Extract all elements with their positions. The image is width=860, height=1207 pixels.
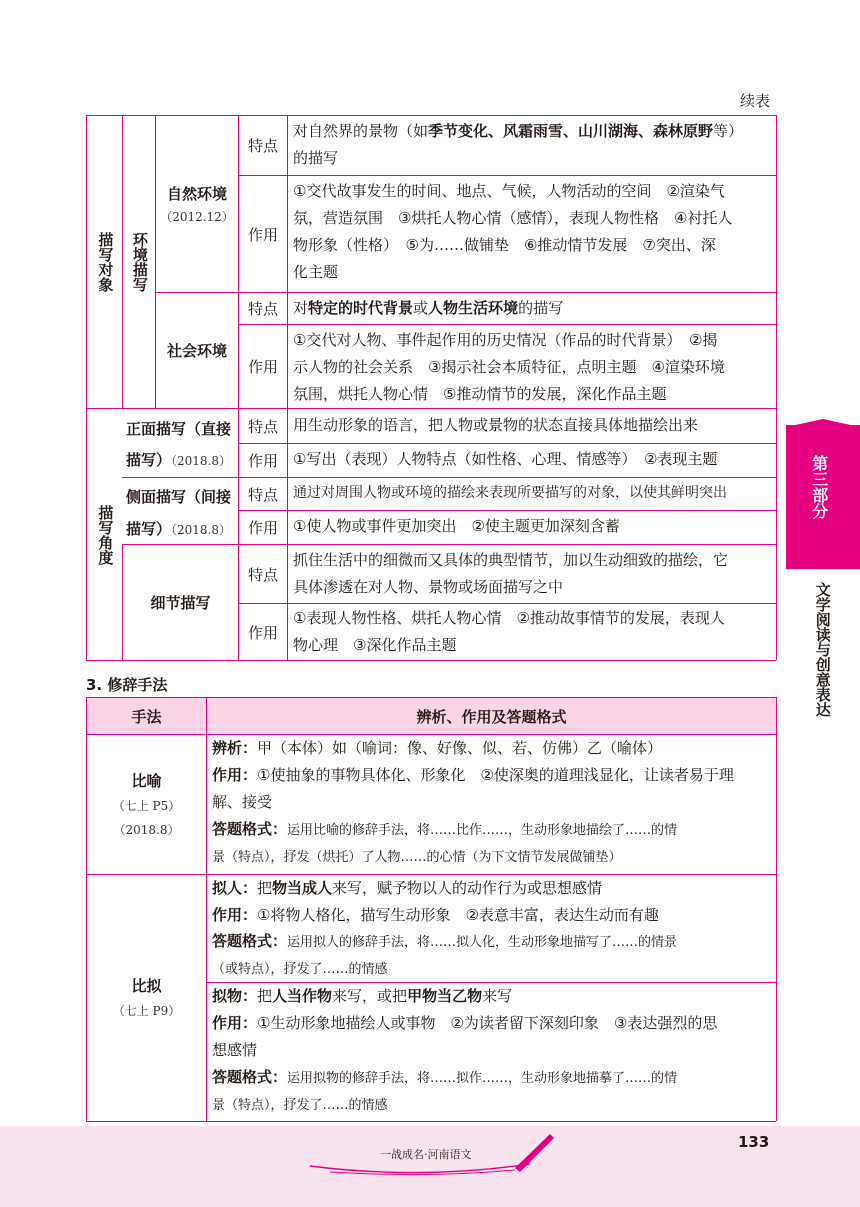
footer-brand: 一战成名·河南语文 — [380, 1148, 472, 1161]
detail-effect-text: ①表现人物性格、烘托人物心情 ②推动故事情节的发展，表现人 物心理 ③深化作品主题 — [293, 609, 725, 654]
social-feature-text: 对特定的时代背景或人物生活环境的描写 — [293, 299, 564, 317]
label-effect: 作用 — [247, 225, 278, 244]
page-number: 133 — [738, 1133, 770, 1151]
side-tab[interactable] — [786, 425, 860, 569]
group-env-label: 环境描写 — [130, 232, 149, 292]
label-feature: 特点 — [247, 565, 278, 584]
detail-description-name: 细节描写 — [150, 594, 211, 612]
side-subject-label: 文学阅读与创意表达 — [813, 582, 832, 717]
col-header-technique: 手法 — [131, 707, 162, 726]
section-title: 3. 修辞手法 — [86, 676, 168, 694]
objectification-content: 拟物：把人当作物来写，或把甲物当乙物来写 作用：①生动形象地描绘人或事物 ②为读者留下深刻印象 ③表达强烈的思 想感情 答题格式：运用拟物的修辞手法，将……拟作……，生动形象地描摹了……的情 景（特点），抒发了……的情感 — [212, 987, 718, 1113]
continued-label: 续表 — [740, 92, 771, 110]
analogy-name-cell: 比拟 （七上 P9） — [112, 977, 181, 1018]
metaphor-name-cell: 比喻 （七上 P5） （2018.8） — [112, 771, 181, 837]
indirect-effect-text: ①使人物或事件更加突出 ②使主题更加深刻含蓄 — [293, 517, 620, 535]
metaphor-content: 辨析：甲（本体）如（喻词：像、好像、似、若、仿佛）乙（喻体） 作用：①使抽象的事物具体化、形象化 ②使深奥的道理浅显化，让读者易于理 解、接受 答题格式：运用比喻的修辞手法，将……比作……，生动形象地描绘了……的情 景（特点），抒发（烘托）了人物……的心情（为下文情节发展做铺垫） — [212, 739, 734, 865]
social-env-name: 社会环境 — [166, 342, 227, 360]
natural-effect-text: ①交代故事发生的时间、地点、气候，人物活动的空间 ②渲染气 氛，营造氛围 ③烘托人物心情（感情），表现人物性格 ④衬托人 物形象（性格） ⑤为……做铺垫 ⑥推动情节发展 ⑦突出、深 化主题 — [293, 182, 733, 281]
side-tab-part: 第三部分 — [809, 455, 829, 519]
label-effect: 作用 — [247, 358, 278, 376]
detail-feature-text: 抓住生活中的细微而又具体的典型情节，加以生动细致的描绘，它 具体渗透在对人物、景物或场面描写之中 — [293, 551, 729, 596]
direct-description-name: 正面描写（直接 描写）（2018.8） — [126, 420, 232, 469]
direct-effect-text: ①写出（表现）人物特点（如性格、心理、情感等） ②表现主题 — [293, 450, 718, 468]
indirect-feature-text: 通过对周围人物或环境的描绘来表现所要描写的对象，以使其鲜明突出 — [293, 485, 727, 501]
social-effect-text: ①交代对人物、事件起作用的历史情况（作品的时代背景） ②揭 示人物的社会关系 ③揭示社会本质特征，点明主题 ④渲染环境 氛围，烘托人物心情 ⑤推动情节的发展，深化作品主题 — [293, 331, 725, 403]
label-feature: 特点 — [247, 137, 278, 155]
group-angle-label: 描写角度 — [96, 504, 115, 565]
label-feature: 特点 — [247, 300, 278, 318]
label-effect: 作用 — [247, 519, 278, 537]
natural-feature-text: 对自然界的景物（如季节变化、风霜雨雪、山川湖海、森林原野等） 的描写 — [293, 122, 744, 167]
natural-env-ref: （2012.12） — [160, 210, 234, 224]
direct-feature-text: 用生动形象的语言，把人物或景物的状态直接具体地描绘出来 — [293, 416, 699, 434]
group-object-label: 描写对象 — [96, 232, 115, 292]
personification-content: 拟人：把物当成人来写，赋予物以人的动作行为或思想感情 作用：①将物人格化，描写生动形象 ②表意丰富，表达生动而有趣 答题格式：运用拟人的修辞手法，将……拟人化，生动形象地描写了……的情景 （或特点），抒发了……的情感 — [212, 879, 678, 977]
label-effect: 作用 — [247, 623, 278, 642]
indirect-description-name: 侧面描写（间接 描写）（2018.8） — [126, 488, 232, 538]
natural-env-name: 自然环境 — [166, 185, 227, 203]
label-effect: 作用 — [247, 452, 278, 470]
label-feature: 特点 — [247, 485, 278, 504]
col-header-analysis: 辨析、作用及答题格式 — [416, 707, 567, 726]
label-feature: 特点 — [247, 417, 278, 436]
